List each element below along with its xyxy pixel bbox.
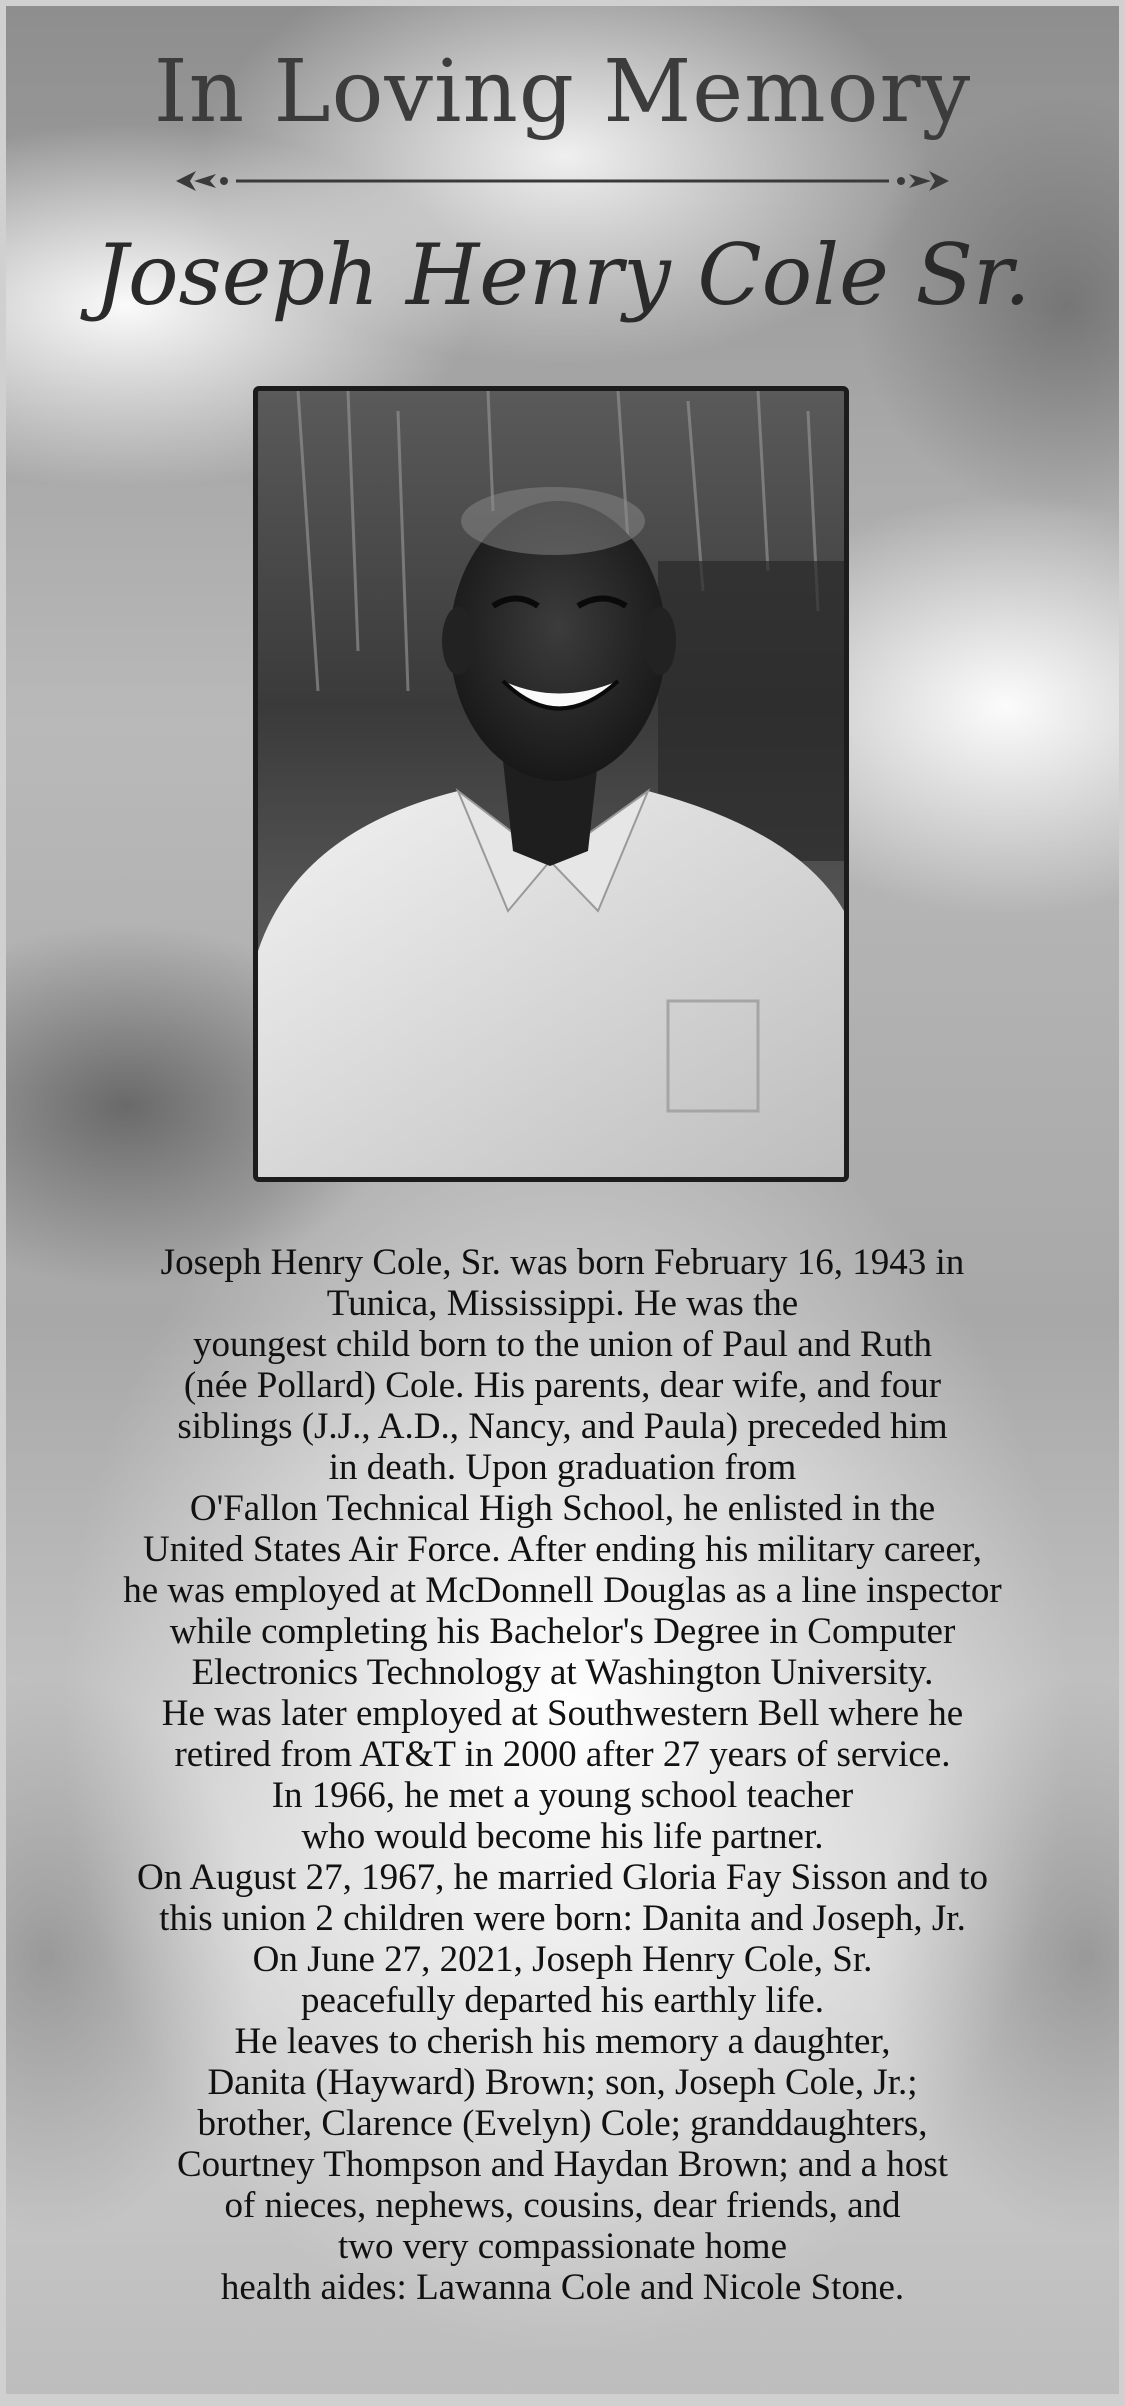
obituary-line: On August 27, 1967, he married Gloria Fay Sisson and to (137, 1857, 988, 1898)
obituary-line: United States Air Force. After ending his military career, (142, 1529, 982, 1570)
obituary-line: brother, Clarence (Evelyn) Cole; granddaughters, (197, 2103, 928, 2144)
obituary-line: peacefully departed his earthly life. (301, 1980, 824, 2021)
obituary-line: he was employed at McDonnell Douglas as a line inspector (123, 1570, 1002, 1611)
obituary-line: In 1966, he met a young school teacher (271, 1775, 854, 1816)
obituary-line: Courtney Thompson and Haydan Brown; and a host (176, 2144, 949, 2185)
portrait-image-icon (258, 391, 844, 1177)
divider-ornament-icon (166, 166, 959, 196)
portrait-photo (253, 386, 849, 1182)
obituary-line: who would become his life partner. (301, 1816, 824, 1857)
obituary-line: Tunica, Mississippi. He was the (326, 1283, 799, 1324)
obituary-line: this union 2 children were born: Danita and Joseph, Jr. (159, 1898, 966, 1939)
obituary-text (36, 1242, 1089, 2308)
obituary-line: O'Fallon Technical High School, he enlisted in the (189, 1488, 936, 1529)
obituary-line: retired from AT&T in 2000 after 27 years of service. (174, 1734, 951, 1775)
obituary-line: youngest child born to the union of Paul and Ruth (193, 1324, 932, 1365)
obituary-line: On June 27, 2021, Joseph Henry Cole, Sr. (252, 1939, 873, 1980)
deceased-name: Joseph Henry Cole Sr. (94, 226, 1031, 324)
obituary-line: He was later employed at Southwestern Bell where he (161, 1693, 964, 1734)
memorial-card (6, 6, 1119, 2394)
obituary-line: Danita (Hayward) Brown; son, Joseph Cole, Jr.; (207, 2062, 918, 2103)
obituary-line: Electronics Technology at Washington University. (191, 1652, 934, 1693)
obituary-line: (née Pollard) Cole. His parents, dear wife, and four (183, 1365, 942, 1406)
obituary-line: two very compassionate home (337, 2226, 788, 2267)
obituary-line: He leaves to cherish his memory a daughter, (234, 2021, 891, 2062)
obituary-line: siblings (J.J., A.D., Nancy, and Paula) preceded him (177, 1406, 948, 1447)
obituary-line: while completing his Bachelor's Degree in Computer (169, 1611, 956, 1652)
obituary-line: health aides: Lawanna Cole and Nicole Stone. (220, 2267, 905, 2308)
obituary-line: of nieces, nephews, cousins, dear friends, and (224, 2185, 901, 2226)
obituary-line: Joseph Henry Cole, Sr. was born February 16, 1943 in (160, 1242, 965, 1283)
memorial-heading: In Loving Memory (153, 42, 972, 142)
obituary-line: in death. Upon graduation from (328, 1447, 797, 1488)
